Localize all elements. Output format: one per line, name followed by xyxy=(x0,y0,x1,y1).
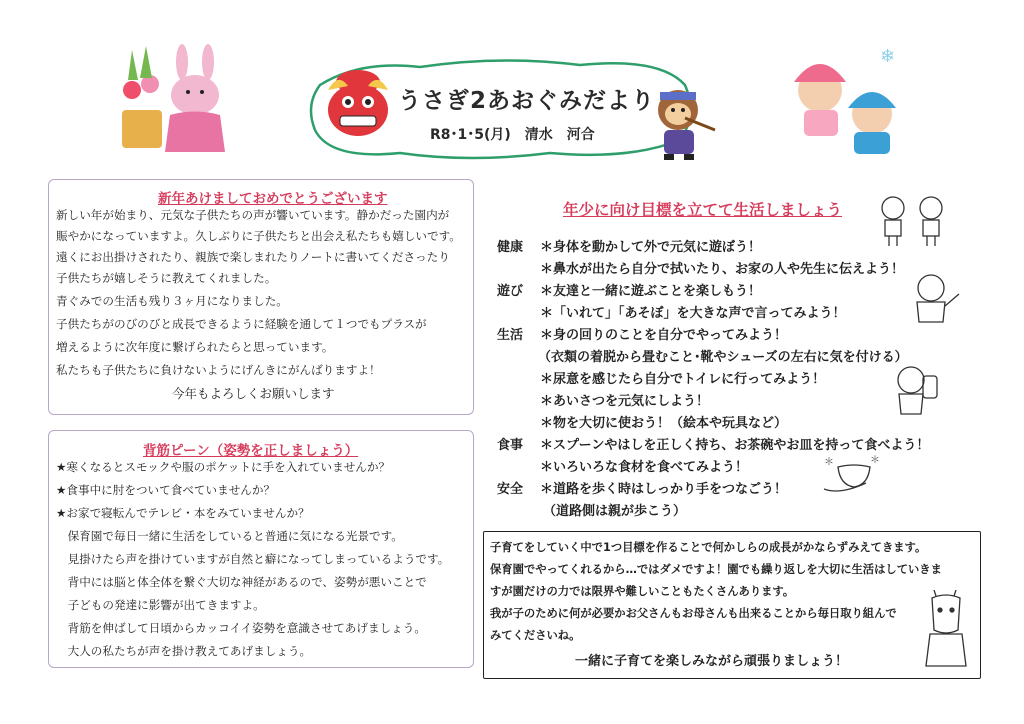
svg-text:＊: ＊ xyxy=(824,457,834,468)
goals-heading: 年少に向け目標を立てて生活しましょう xyxy=(563,201,843,219)
svg-text:＊: ＊ xyxy=(870,455,880,466)
parenting-line: 我が子のために何が必要かお父さんもお母さんも出来ることから毎日取り組んで xyxy=(490,607,897,620)
posture-line: 見掛けたら声を掛けていますが自然と癖になってしまっているようです。 xyxy=(56,552,450,566)
new-year-line: 賑やかになっていますよ。久しぶりに子供たちと出会え私たちも嬉しいです。 xyxy=(56,229,461,243)
parenting-line: 保育園でやってくれるから…ではダメですよ！園でも繰り返しを大切に生活はしていきま xyxy=(490,563,942,576)
parenting-line: 子育てをしていく中で1つ目標を作ることで何かしらの成長がかならずみえてきます。 xyxy=(490,541,927,554)
category-safety: 安全 xyxy=(497,482,524,497)
posture-line: ★お家で寝転んでテレビ・本をみていませんか？ xyxy=(56,506,310,520)
children-talking-illustration xyxy=(873,192,953,250)
posture-line: 背筋を伸ばして日頃からカッコイイ姿勢を意識させてあげましょう。 xyxy=(56,621,426,635)
child-backpack-illustration xyxy=(885,362,945,424)
svg-text:❄: ❄ xyxy=(880,46,896,67)
parenting-line: すが園だけの力では限界や難しいこともたくさんあります。 xyxy=(490,585,795,598)
posture-line: 子どもの発達に影響が出てきますよ。 xyxy=(56,598,265,612)
goal-item: ＊あいさつを元気にしよう！ xyxy=(540,394,710,409)
newsletter-title: うさぎ2あおぐみだより xyxy=(398,88,656,114)
category-play: 遊び xyxy=(497,284,524,299)
goal-item: （道路側は親が歩こう） xyxy=(543,504,687,519)
category-life: 生活 xyxy=(497,328,524,343)
posture-line: 背中には脳と体全体を繋ぐ大切な神経があるので、姿勢が悪いことで xyxy=(56,575,427,589)
goal-item: ＊友達と一緒に遊ぶことを楽しもう！ xyxy=(540,284,762,299)
goal-item: （衣類の着脱から畳むこと･靴やシューズの左右に気を付ける） xyxy=(538,350,908,365)
new-year-line: 青ぐみでの生活も残り３ヶ月になりました。 xyxy=(56,294,288,308)
goal-item: ＊尿意を感じたら自分でトイレに行ってみよう！ xyxy=(540,372,826,387)
category-health: 健康 xyxy=(497,240,524,255)
new-year-heading: 新年あけましておめでとうございます xyxy=(158,191,388,207)
posture-line: ★食事中に肘をついて食べていませんか？ xyxy=(56,483,276,497)
category-meal: 食事 xyxy=(497,438,524,453)
goal-item: ＊「いれて」「あそぼ」を大きな声で言ってみよう！ xyxy=(540,306,846,321)
posture-heading: 背筋ピーン（姿勢を正しましょう） xyxy=(143,443,359,459)
goal-item: ＊スプーンやはしを正しく持ち、お茶碗やお皿を持って食べよう！ xyxy=(540,438,930,453)
new-year-line: 増えるように次年度に繋げられたらと思っています。 xyxy=(56,340,334,354)
new-year-line: 遠くにお出掛けされたり、親族で楽しまれたりノートに書いてくださったり xyxy=(56,250,450,264)
goal-item: ＊いろいろな食材を食べてみよう！ xyxy=(540,460,749,475)
posture-line: 保育園で毎日一緒に生活をしていると普通に気になる光景です。 xyxy=(56,529,403,543)
posture-line: 大人の私たちが声を掛け教えてあげましょう。 xyxy=(56,644,312,658)
winter-children-illustration xyxy=(780,40,910,160)
goal-item: ＊道路を歩く時はしっかり手をつなごう！ xyxy=(540,482,788,497)
lion-dance-illustration xyxy=(318,62,398,142)
new-year-closing: 今年もよろしくお願いします xyxy=(172,386,335,401)
goal-item: ＊身の回りのことを自分でやってみよう！ xyxy=(540,328,788,343)
boy-waving-illustration xyxy=(903,270,965,332)
rabbit-kadomatsu-illustration xyxy=(110,40,240,160)
monkey-flute-illustration xyxy=(640,80,725,165)
goal-item: ＊物を大切に使おう！（絵本や玩具など） xyxy=(540,416,788,431)
horse-illustration xyxy=(920,590,972,670)
bowl-spoon-illustration xyxy=(820,453,882,501)
parenting-line: みてくださいね。 xyxy=(490,629,581,642)
goal-item: ＊身体を動かして外で元気に遊ぼう！ xyxy=(540,240,762,255)
posture-line: ★寒くなるとスモックや服のポケットに手を入れていませんか？ xyxy=(56,460,391,474)
new-year-line: 私たちも子供たちに負けないようにげんきにがんばりますよ！ xyxy=(56,363,381,377)
new-year-line: 子供たちがのびのびと成長できるように経験を通して１つでもプラスが xyxy=(56,317,427,331)
new-year-line: 新しい年が始まり、元気な子供たちの声が響いています。静かだった園内が xyxy=(56,208,450,222)
goal-item: ＊鼻水が出たら自分で拭いたり、お家の人や先生に伝えよう！ xyxy=(540,262,905,277)
new-year-line: 子供たちが嬉しそうに教えてくれました。 xyxy=(56,271,277,285)
parenting-closing: 一緒に子育てを楽しみながら頑張りましょう！ xyxy=(575,654,849,669)
date-and-teachers: R8･1･5(月) 清水 河合 xyxy=(430,127,595,143)
